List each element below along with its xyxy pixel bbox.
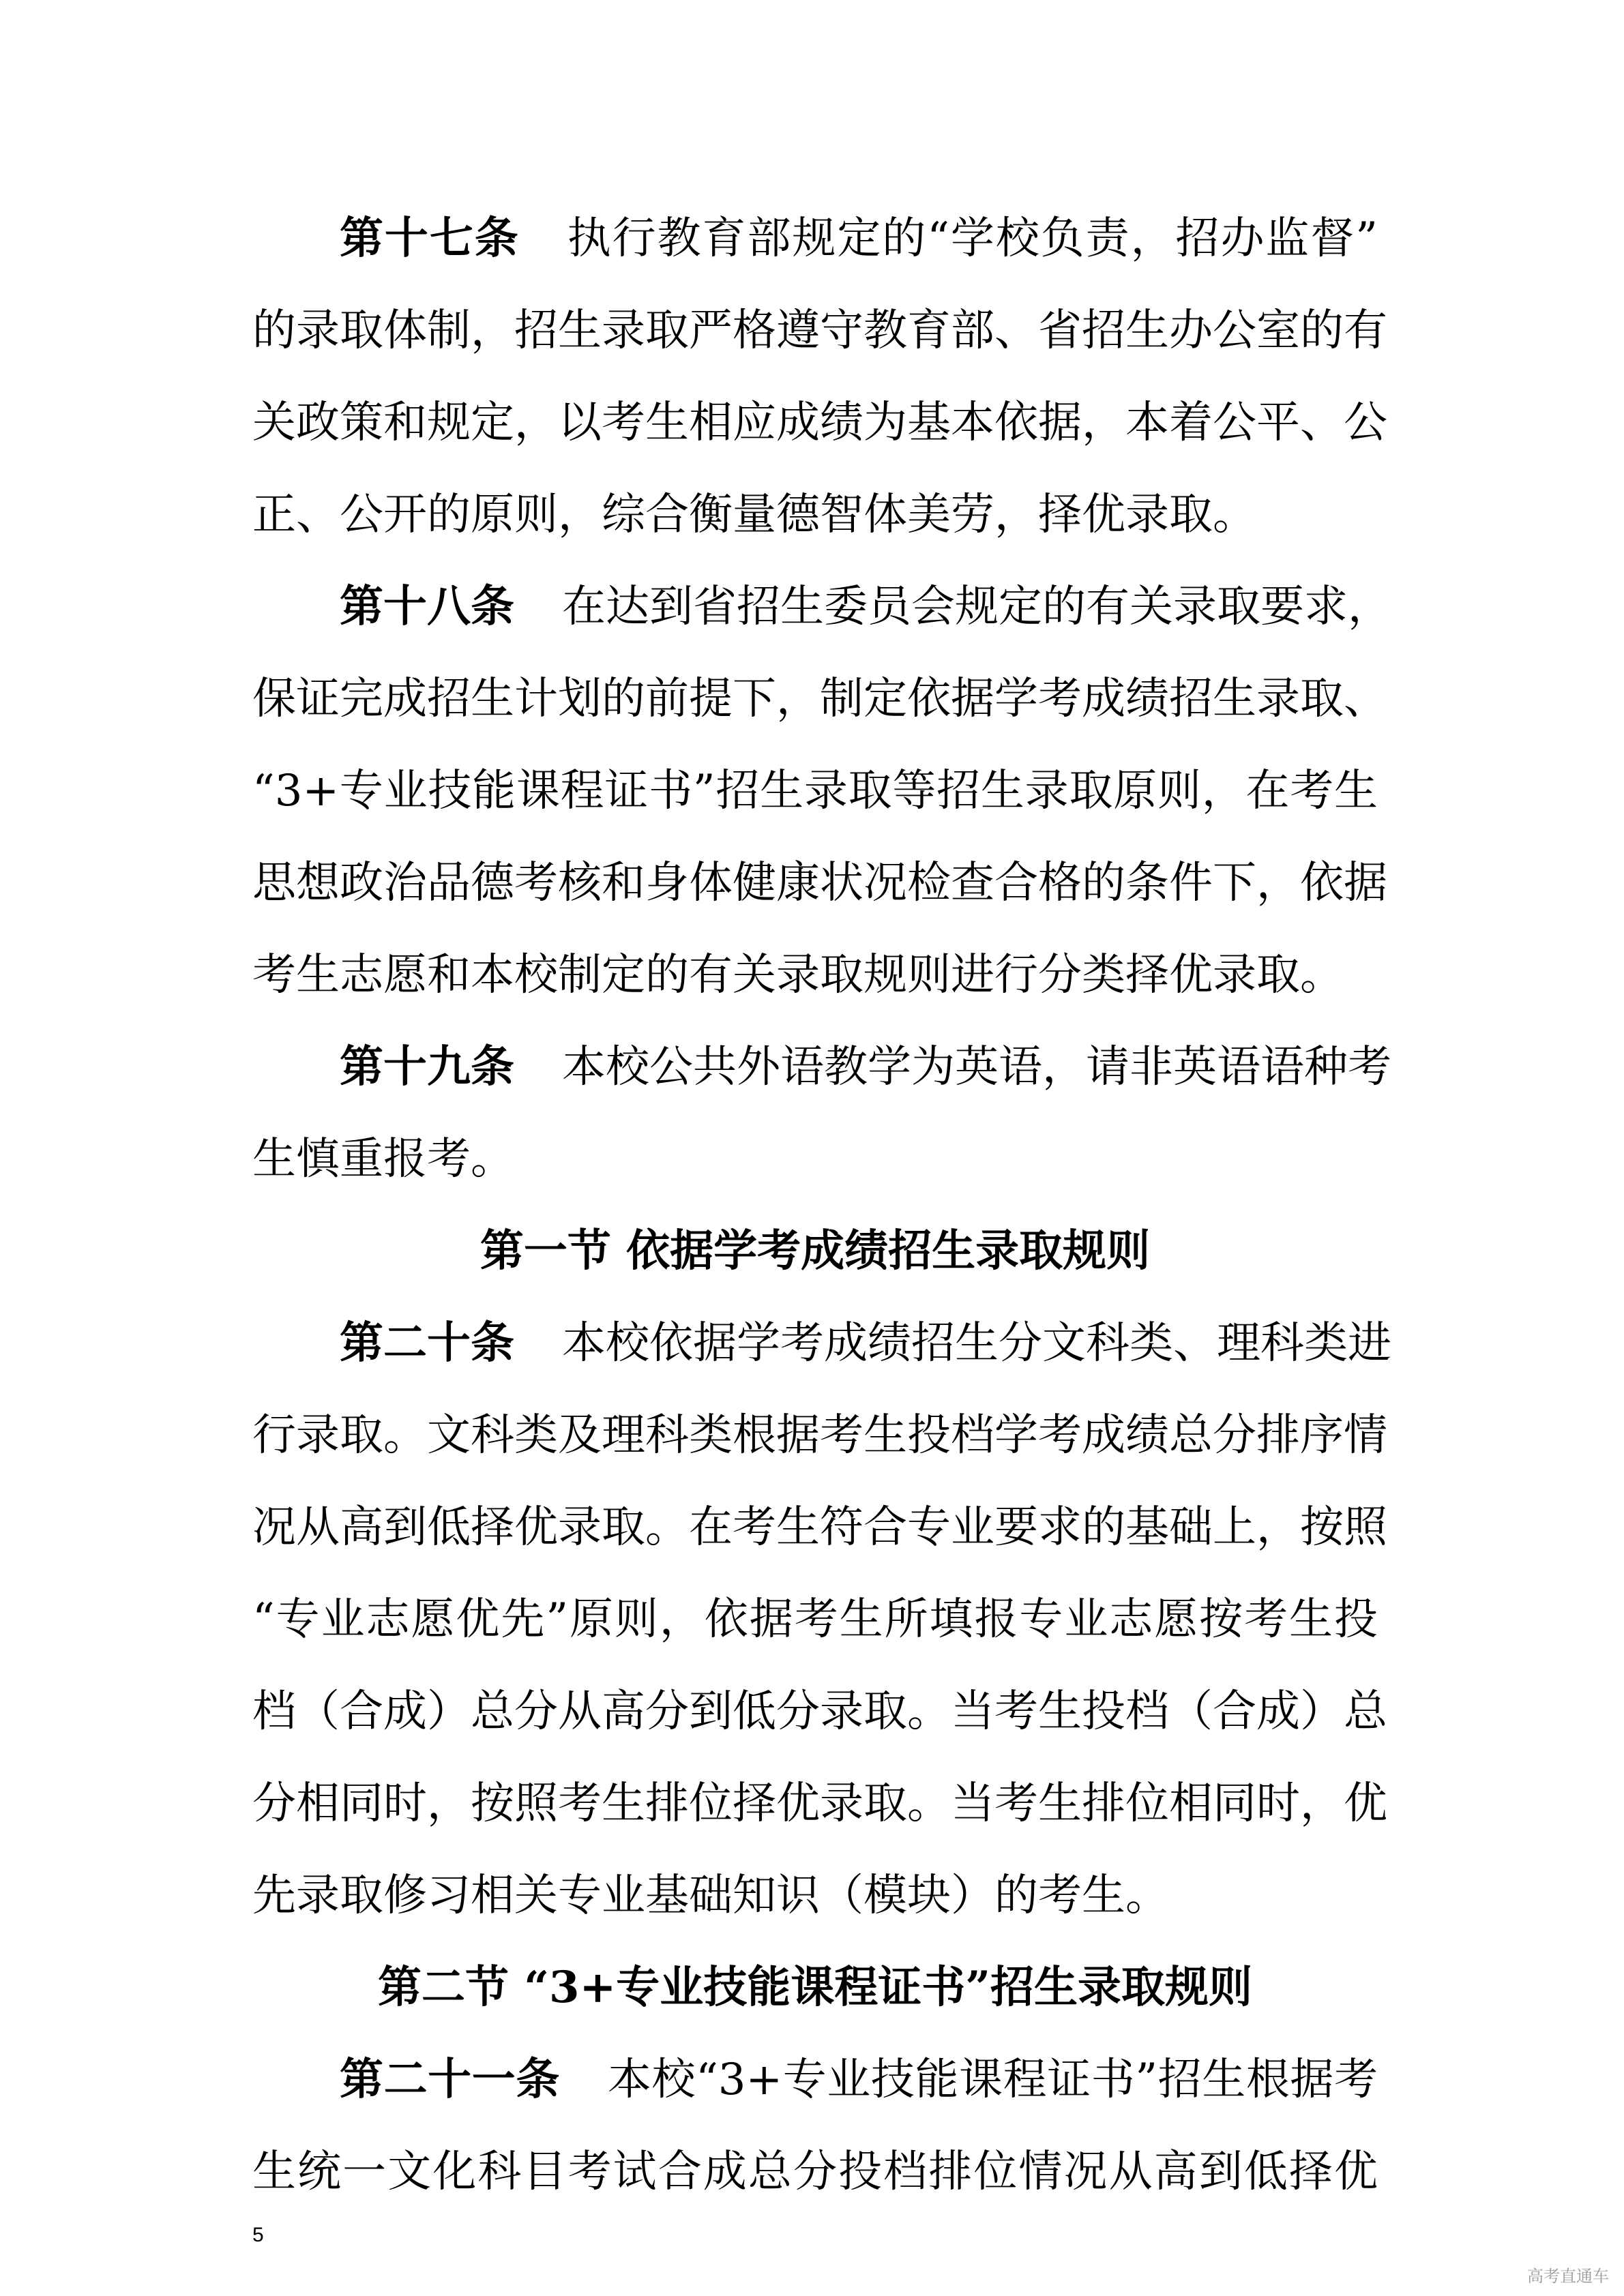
article-18-line-1 — [340, 580, 1391, 634]
article-18-label: 第十八条 — [340, 581, 514, 632]
article-21-text-1: 本校“3+专业技能课程证书”招生根据考 — [607, 2055, 1378, 2105]
article-18-line-4: 思想政治品德考核和身体健康状况检查合格的条件下，依据 — [252, 858, 1387, 908]
article-17-line-3: 关政策和规定，以考生相应成绩为基本依据，本着公平、公 — [252, 398, 1387, 448]
article-20-label: 第二十条 — [340, 1317, 514, 1369]
article-18-line-2: 保证完成招生计划的前提下，制定依据学考成绩招生录取、 — [252, 674, 1387, 724]
article-20-line-5: 档（合成）总分从高分到低分录取。当考生投档（合成）总 — [252, 1686, 1387, 1737]
page-number: 5 — [252, 2224, 264, 2246]
article-20-line-4: “专业志愿优先”原则，依据考生所填报专业志愿按考生投 — [252, 1594, 1378, 1645]
article-17-label: 第十七条 — [340, 213, 520, 264]
article-21-line-1 — [340, 2053, 1378, 2107]
article-19-line-2: 生慎重报考。 — [252, 1134, 514, 1184]
article-19-text-1: 本校公共外语教学为英语，请非英语语种考 — [562, 1042, 1391, 1092]
section-1-title: 第一节 依据学考成绩招生录取规则 — [479, 1225, 1151, 1277]
article-20-line-1 — [340, 1316, 1391, 1371]
article-20-text-1: 本校依据学考成绩招生分文科类、理科类进 — [562, 1318, 1391, 1369]
watermark: 高考直通车 — [1527, 2267, 1609, 2286]
article-20-line-6: 分相同时，按照考生排位择优录取。当考生排位相同时，优 — [252, 1778, 1387, 1829]
article-17-line-4: 正、公开的原则，综合衡量德智体美劳，择优录取。 — [252, 490, 1256, 540]
article-20-line-7: 先录取修习相关专业基础知识（模块）的考生。 — [252, 1870, 1169, 1921]
article-19-label: 第十九条 — [340, 1041, 514, 1092]
article-21-line-2: 生统一文化科目考试合成总分投档排位情况从高到低择优 — [252, 2147, 1378, 2197]
article-19-line-1 — [340, 1040, 1391, 1094]
article-20-line-3: 况从高到低择优录取。在考生符合专业要求的基础上，按照 — [252, 1502, 1387, 1553]
article-21-label: 第二十一条 — [340, 2054, 560, 2105]
article-18-text-1: 在达到省招生委员会规定的有关录取要求， — [562, 582, 1391, 632]
article-17-line-1 — [340, 211, 1378, 266]
article-18-line-5: 考生志愿和本校制定的有关录取规则进行分类择优录取。 — [252, 950, 1344, 1000]
article-18-line-3: “3+专业技能课程证书”招生录取等招生录取原则，在考生 — [252, 766, 1378, 816]
section-2-title: 第二节 “3+专业技能课程证书”招生录取规则 — [377, 1962, 1253, 2013]
article-20-line-2: 行录取。文科类及理科类根据考生投档学考成绩总分排序情 — [252, 1410, 1387, 1461]
article-17-text-1: 执行教育部规定的“学校负责，招办监督” — [567, 213, 1378, 264]
article-17-line-2: 的录取体制，招生录取严格遵守教育部、省招生办公室的有 — [252, 305, 1387, 356]
